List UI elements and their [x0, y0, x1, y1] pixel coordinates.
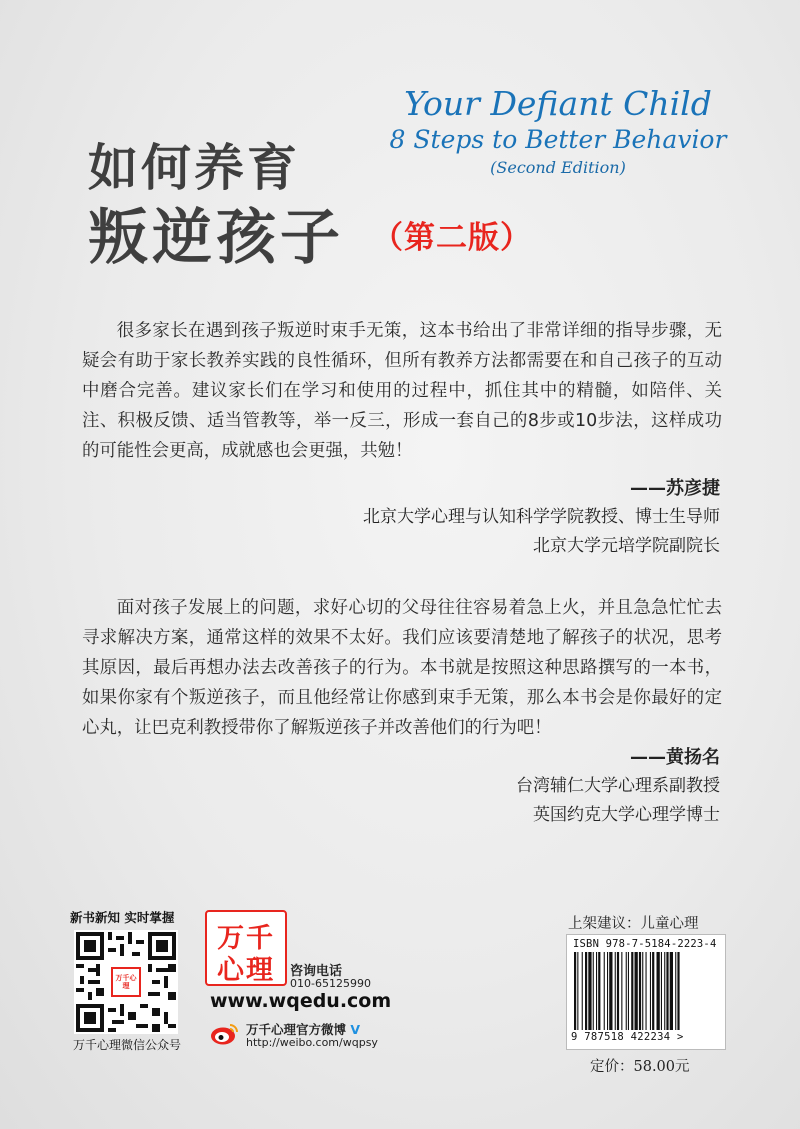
- phone-number: 010-65125990: [290, 977, 371, 990]
- isbn-barcode: [566, 934, 726, 1050]
- endorsement-1-author: ——苏彦捷: [630, 478, 720, 499]
- shelf-suggestion: 上架建议：儿童心理: [568, 916, 699, 932]
- weibo-label-text: 万千心理官方微博: [246, 1022, 347, 1037]
- english-subtitle: 8 Steps to Better Behavior: [389, 125, 727, 154]
- english-edition: (Second Edition): [490, 158, 626, 177]
- english-title-line1: Your Defiant Child: [404, 84, 712, 123]
- barcode-bar: [628, 952, 629, 1030]
- barcode-bar: [615, 952, 616, 1030]
- publisher-logo: [205, 910, 287, 986]
- edition-label: （第二版）: [372, 220, 532, 256]
- barcode-bar: [670, 952, 673, 1030]
- barcode-bar: [593, 952, 594, 1030]
- barcode-bar: [666, 952, 668, 1030]
- publisher-logo-line1: 万千: [217, 923, 275, 954]
- isbn-number: ISBN 978-7-5184-2223-4: [573, 938, 717, 950]
- endorsement-2-title2: 英国约克大学心理学博士: [533, 805, 720, 825]
- weibo-url[interactable]: http://weibo.com/wqpsy: [246, 1036, 378, 1049]
- barcode-bar: [598, 952, 600, 1030]
- barcode-bar: [607, 952, 608, 1030]
- barcode-bar: [577, 952, 578, 1030]
- barcode-bar: [664, 952, 665, 1030]
- barcode-bar: [650, 952, 651, 1030]
- barcode-bar: [626, 952, 627, 1030]
- endorsement-1-title2: 北京大学元培学院副院长: [533, 536, 720, 556]
- qr-caption-bottom: 万千心理微信公众号: [73, 1038, 182, 1052]
- barcode-digits: 9 787518 422234 >: [571, 1031, 684, 1043]
- barcode-bar: [582, 952, 583, 1030]
- endorsement-2-title1: 台湾辅仁大学心理系副教授: [516, 776, 720, 796]
- qr-caption-top: 新书新知 实时掌握: [70, 910, 175, 925]
- barcode-bar: [635, 952, 638, 1030]
- weibo-icon: [210, 1022, 240, 1046]
- endorsement-2-author: ——黄扬名: [630, 747, 720, 768]
- barcode-bar: [596, 952, 597, 1030]
- qr-code: [74, 930, 178, 1034]
- barcode-icon: [572, 952, 720, 1030]
- verified-v-icon: V: [350, 1022, 361, 1037]
- barcode-bar: [621, 952, 622, 1030]
- endorsement-2-text: 面对孩子发展上的问题，求好心切的父母往往容易着急上火，并且急急忙忙去寻求解决方案，通常这样的效果不太好。我们应该要清楚地了解孩子的状况，思考其原因，最后再想办法去改善孩子的行为。本书就是按照这种思路撰写的一本书，如果你家有个叛逆孩子，而且他经常让你感到束手无策，那么本书会是你最好的定心丸，让巴克利教授带你了解叛逆孩子并改善他们的行为吧！: [82, 598, 722, 738]
- barcode-bar: [642, 952, 643, 1030]
- publisher-logo-line2: 心理: [217, 955, 275, 986]
- endorsement-2-signature: [516, 743, 720, 830]
- barcode-bar: [588, 952, 591, 1030]
- barcode-bar: [661, 952, 662, 1030]
- endorsement-1-signature: [363, 474, 720, 561]
- barcode-bar: [677, 952, 679, 1030]
- title-cn-line2: 叛逆孩子: [88, 203, 344, 273]
- barcode-bar: [617, 952, 619, 1030]
- qr-center-logo: 万千心理: [115, 974, 137, 990]
- endorsement-1-text: 很多家长在遇到孩子叛逆时束手无策，这本书给出了非常详细的指导步骤，无疑会有助于家长教养实践的良性循环，但所有教养方法都需要在和自己孩子的互动中磨合完善。建议家长们在学习和使用的过程中，抓住其中的精髓，如陪伴、关注、积极反馈、适当管教等，举一反三，形成一套自己的8步或10步法，这样成功的可能性会更高，成就感也会更强，共勉！: [82, 321, 722, 461]
- barcode-bar: [574, 952, 576, 1030]
- barcode-bar: [657, 952, 660, 1030]
- barcode-bar: [652, 952, 654, 1030]
- barcode-bar: [631, 952, 633, 1030]
- english-title: [388, 84, 728, 180]
- phone-label: 咨询电话: [290, 964, 343, 979]
- barcode-bar: [639, 952, 641, 1030]
- barcode-bar: [585, 952, 587, 1030]
- barcode-bar: [604, 952, 605, 1030]
- barcode-bar: [646, 952, 647, 1030]
- endorsement-1-title1: 北京大学心理与认知科学学院教授、博士生导师: [363, 507, 720, 527]
- website-link[interactable]: www.wqedu.com: [210, 990, 392, 1012]
- title-cn-line1: 如何养育: [88, 138, 300, 197]
- barcode-bar: [609, 952, 612, 1030]
- barcode-bar: [675, 952, 676, 1030]
- price: 定价：58.00元: [590, 1059, 690, 1075]
